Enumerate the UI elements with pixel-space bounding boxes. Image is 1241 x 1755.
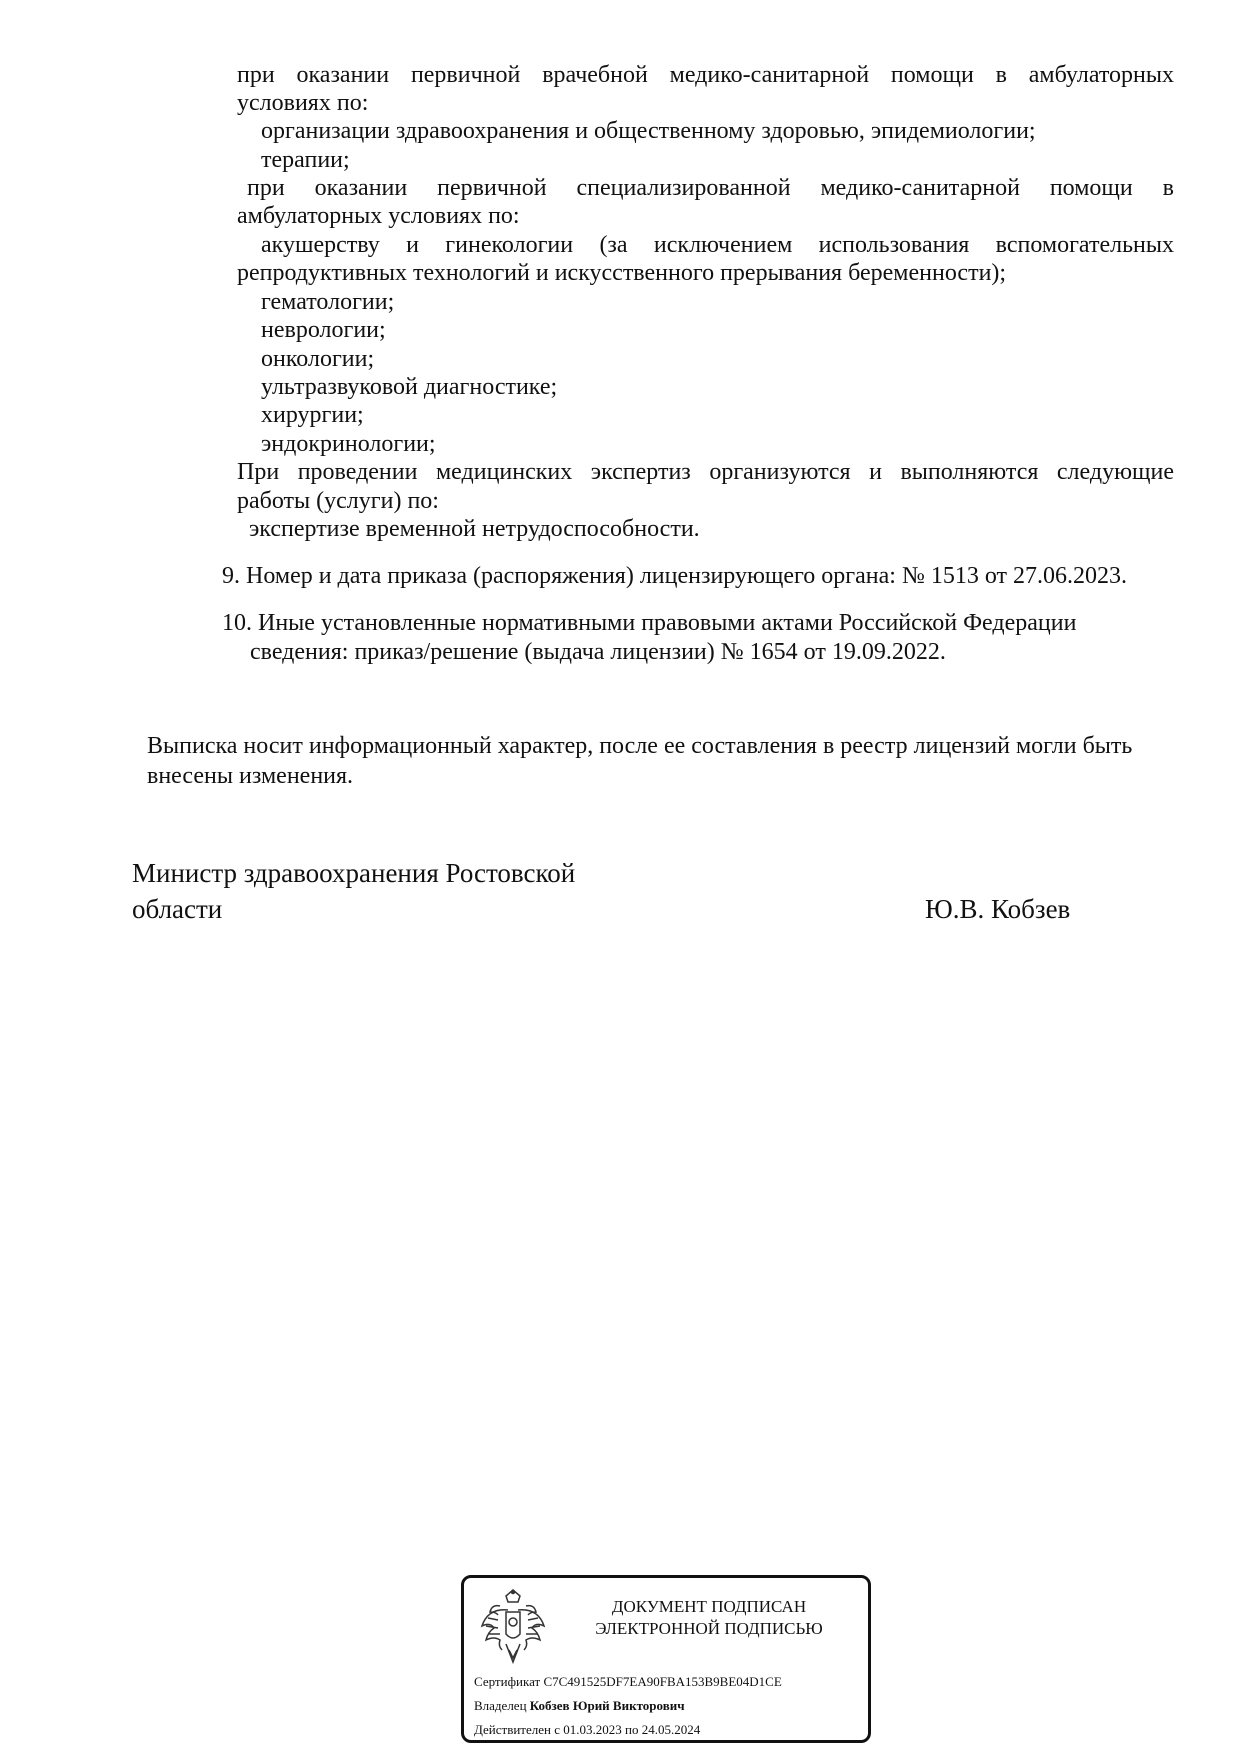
service-line: репродуктивных технологий и искусственного прерывания беременности); xyxy=(237,260,1007,286)
item-10-line: сведения: приказ/решение (выдача лицензии) № 1654 от 19.09.2022. xyxy=(250,639,946,665)
certificate-label: Сертификат xyxy=(474,1674,541,1689)
note-line: внесены изменения. xyxy=(147,763,354,789)
service-line: работы (услуги) по: xyxy=(237,488,439,514)
service-line: акушерству и гинекологии (за исключением использования вспомогательных xyxy=(261,232,1174,258)
service-line: хирургии; xyxy=(261,402,364,428)
signatory-position: Министр здравоохранения Ростовской xyxy=(132,858,576,888)
note-line: Выписка носит информационный характер, после ее составления в реестр лицензий могли быть xyxy=(147,733,1133,759)
coat-of-arms-icon xyxy=(478,1588,548,1668)
service-line: организации здравоохранения и общественному здоровью, эпидемиологии; xyxy=(261,118,1036,144)
service-line: амбулаторных условиях по: xyxy=(237,203,520,229)
item-9: 9. Номер и дата приказа (распоряжения) лицензирующего органа: № 1513 от 27.06.2023. xyxy=(222,563,1128,589)
item-10-line: 10. Иные установленные нормативными правовыми актами Российской Федерации xyxy=(222,610,1077,636)
service-line: гематологии; xyxy=(261,289,395,315)
service-line: онкологии; xyxy=(261,346,375,372)
owner-label: Владелец xyxy=(474,1698,527,1713)
signatory-name: Ю.В. Кобзев xyxy=(925,894,1071,924)
service-line: экспертизе временной нетрудоспособности. xyxy=(249,516,700,542)
service-line: при оказании первичной специализированной медико-санитарной помощи в xyxy=(247,175,1174,201)
stamp-heading-line: ЭЛЕКТРОННОЙ ПОДПИСЬЮ xyxy=(595,1619,823,1638)
stamp-validity: Действителен с 01.03.2023 по 24.05.2024 xyxy=(474,1722,701,1737)
service-line: при оказании первичной врачебной медико-санитарной помощи в амбулаторных xyxy=(237,62,1174,88)
service-line: ультразвуковой диагностике; xyxy=(261,374,558,400)
service-line: При проведении медицинских экспертиз организуются и выполняются следующие xyxy=(237,459,1174,485)
service-line: условиях по: xyxy=(237,90,369,116)
stamp-owner xyxy=(474,1698,685,1714)
stamp-heading xyxy=(559,1596,859,1640)
service-line: неврологии; xyxy=(261,317,386,343)
stamp-heading-line: ДОКУМЕНТ ПОДПИСАН xyxy=(611,1597,807,1616)
owner-value: Кобзев Юрий Викторович xyxy=(529,1698,685,1713)
electronic-signature-stamp xyxy=(461,1575,871,1743)
signatory-position: области xyxy=(132,894,223,924)
service-line: эндокринологии; xyxy=(261,431,436,457)
service-line: терапии; xyxy=(261,147,350,173)
stamp-certificate xyxy=(474,1674,782,1690)
certificate-value: C7C491525DF7EA90FBA153B9BE04D1CE xyxy=(543,1674,782,1689)
